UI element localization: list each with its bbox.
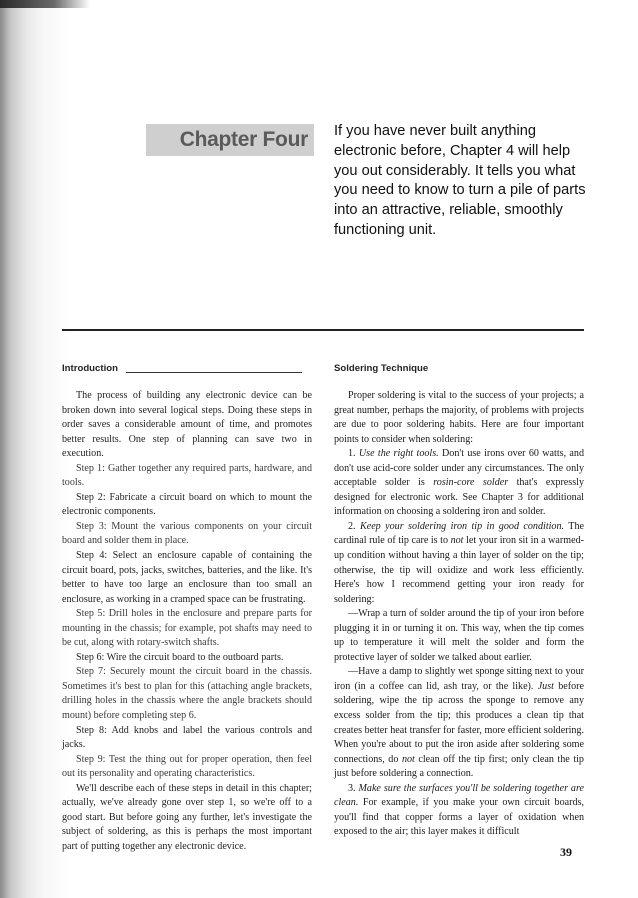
point-2-title: Keep your soldering iron tip in good condition. bbox=[359, 520, 565, 532]
sponge-text-end: clean off the tip first; only clean the tip just before soldering a connection. bbox=[334, 753, 584, 780]
point-3-paragraph bbox=[334, 782, 584, 840]
step-4-paragraph: Step 4: Select an enclosure capable of containing the circuit board, pots, jacks, switches, batteries, and the like. It's better to have too large an enclosure than too small an enclosure, as working in a cramped space can be frustrating. bbox=[62, 550, 312, 605]
point-2-text: The cardinal rule of tip care is to bbox=[334, 520, 584, 547]
soldering-column bbox=[334, 362, 584, 840]
heading-rule bbox=[126, 372, 302, 373]
soldering-heading: Soldering Technique bbox=[334, 363, 429, 374]
introduction-column bbox=[62, 362, 312, 855]
closing-paragraph: We'll describe each of these steps in detail in this chapter; actually, we've already gone over step 1, so we're off to a good start. But before going any further, let's investigate the subject of soldering, as this is perhaps the most important part of putting together any electronic device. bbox=[62, 782, 312, 852]
point-1-number: 1. bbox=[348, 448, 359, 460]
point-1-title: Use the right tools. bbox=[358, 448, 439, 460]
chapter-title: Chapter Four bbox=[146, 124, 314, 156]
sponge-text: —Have a damp to slightly wet sponge sitting next to your iron (in a coffee can lid, ash tray, or the like). bbox=[334, 666, 584, 692]
introduction-paragraph: The process of building any electronic device can be broken down into several logical steps. Doing these steps in order saves a considerable amount of time, and promotes better results. One step of planning can save two in execution. bbox=[62, 390, 312, 460]
point-2-paragraph bbox=[334, 520, 584, 607]
step-8-paragraph: Step 8: Add knobs and label the various controls and jacks. bbox=[62, 724, 312, 751]
point-2-number: 2. bbox=[348, 520, 360, 532]
wrap-solder-paragraph: —Wrap a turn of solder around the tip of your iron before plugging it in or turning it on. This way, when the tip comes up to temperature it will melt the solder and form the protective layer of solder we talked about earlier. bbox=[334, 608, 584, 663]
sponge-emphasis-2: not bbox=[401, 753, 415, 765]
point-1-emphasis: rosin-core solder bbox=[433, 477, 509, 489]
step-3-paragraph: Step 3: Mount the various components on your circuit board and solder them in place. bbox=[62, 520, 312, 547]
sponge-paragraph bbox=[334, 665, 584, 781]
introduction-heading-text: Introduction bbox=[62, 363, 118, 374]
point-3-text: For example, if you make your own circuit boards, you'll find that copper forms a layer of oxidation when exposed to the air; this layer makes it difficult bbox=[334, 797, 584, 838]
point-2-emphasis: not bbox=[450, 535, 464, 547]
soldering-intro-paragraph: Proper soldering is vital to the success of your projects; a great number, perhaps the majority, of problems with projects are due to poor soldering habits. Here are four important points to consider when soldering: bbox=[334, 390, 584, 445]
introduction-heading bbox=[62, 362, 312, 376]
step-9-paragraph: Step 9: Test the thing out for proper operation, then feel out its personality and operating characteristics. bbox=[62, 753, 312, 780]
step-2-paragraph: Step 2: Fabricate a circuit board on which to mount the electronic components. bbox=[62, 491, 312, 518]
page-number: 39 bbox=[560, 845, 572, 859]
point-1-text: Don't use irons over 60 watts, and don't use acid-core solder under any circumstances. The only acceptable solder is bbox=[334, 448, 584, 489]
step-7-paragraph: Step 7: Securely mount the circuit board in the chassis. Sometimes it's best to plan for this (attaching angle brackets, drilling holes in the chassis where the angle brackets should mount) before completing step 6. bbox=[62, 666, 312, 722]
point-3-title: Make sure the surfaces you'll be soldering together are clean. bbox=[334, 782, 584, 809]
step-6-paragraph: Step 6: Wire the circuit board to the outboard parts. bbox=[76, 651, 284, 663]
point-1-paragraph bbox=[334, 447, 584, 520]
sponge-text-mid: before soldering, wipe the tip across the sponge to remove any excess solder from the tip; this produces a clean tip that creates better heat transfer for faster, more efficient soldering. When you're about to put the iron aside after soldering some connections, do bbox=[334, 680, 584, 765]
step-1-paragraph: Step 1: Gather together any required parts, hardware, and tools. bbox=[62, 462, 312, 489]
point-2-text-end: let your iron sit in a warmed-up condition without having a thin layer of solder on the tip; otherwise, the tip will oxidize and work less efficiently. Here's how I recommend getting your iron ready for soldering: bbox=[334, 535, 584, 605]
step-5-paragraph: Step 5: Drill holes in the enclosure and prepare parts for mounting in the chassis; for example, pot shafts may need to be cut, along with rotary-switch shafts. bbox=[62, 608, 312, 649]
chapter-intro: If you have never built anything electronic before, Chapter 4 will help you out considerably. It tells you what you need to know to turn a pile of parts into an attractive, reliable, smoothly functioning unit. bbox=[334, 123, 586, 238]
point-3-number: 3. bbox=[348, 782, 359, 794]
point-1-text-end: that's expressly designed for electronic work. See Chapter 3 for additional information on choosing a soldering iron and solder. bbox=[334, 477, 584, 518]
sponge-emphasis: Just bbox=[537, 680, 554, 692]
section-divider bbox=[62, 329, 584, 331]
